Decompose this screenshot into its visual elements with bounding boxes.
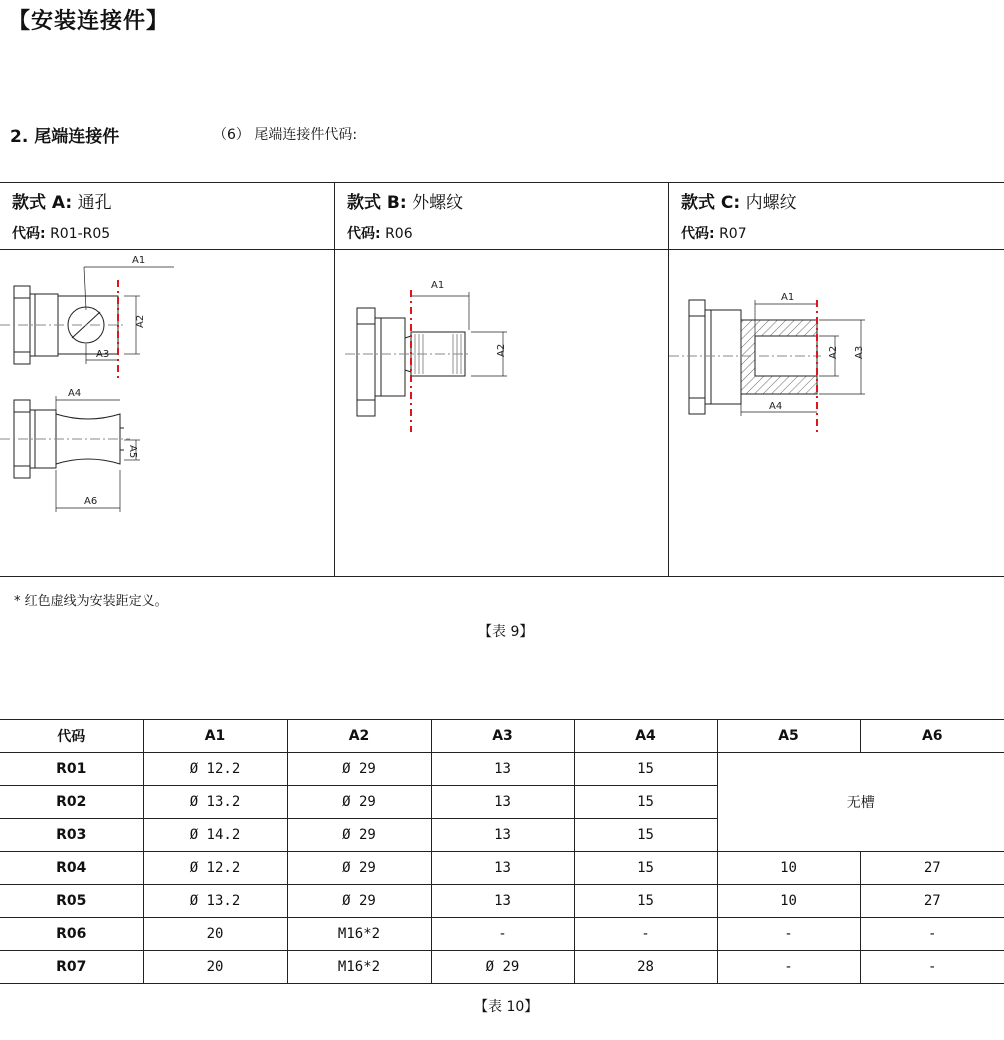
table-cell: 20	[143, 918, 287, 951]
table-10-caption: 【表 10】	[474, 999, 539, 1015]
figure-header	[0, 183, 334, 250]
code-value: R01-R05	[50, 226, 111, 242]
figure-header	[669, 183, 1004, 250]
figure-style-b	[334, 183, 669, 576]
drawing-style-b	[335, 250, 668, 575]
dim-label: A2	[828, 345, 839, 359]
column-header: A3	[431, 720, 574, 753]
figure-table	[0, 182, 1004, 577]
table-cell: 13	[431, 819, 574, 852]
dim-label: A2	[496, 343, 507, 357]
table-cell: Ø 29	[287, 885, 431, 918]
dim-label: A3	[854, 345, 865, 359]
table-cell: Ø 14.2	[143, 819, 287, 852]
table-cell: R02	[0, 786, 143, 819]
table-cell: 10	[717, 852, 860, 885]
figure-style-c	[668, 183, 1004, 576]
table-cell: R03	[0, 819, 143, 852]
table-cell: R04	[0, 852, 143, 885]
table-cell: Ø 29	[287, 786, 431, 819]
dim-label: A2	[135, 314, 146, 328]
table-cell: 10	[717, 885, 860, 918]
section-title: 2. 尾端连接件	[10, 127, 120, 147]
dim-label: A6	[84, 496, 98, 507]
code-value: R06	[385, 226, 413, 242]
page-title: 【安装连接件】	[8, 9, 170, 34]
table-cell: 15	[574, 885, 717, 918]
table-cell: Ø 13.2	[143, 885, 287, 918]
table-row	[0, 951, 1004, 984]
table-header-row	[0, 720, 1004, 753]
column-header: A5	[717, 720, 860, 753]
table-cell: 13	[431, 786, 574, 819]
table-row	[0, 918, 1004, 951]
style-name: 外螺纹	[412, 193, 464, 213]
column-header: A4	[574, 720, 717, 753]
code-prefix: 代码:	[347, 226, 381, 242]
style-prefix: 款式 C:	[681, 193, 741, 213]
table-cell: 15	[574, 753, 717, 786]
dim-label: A4	[68, 388, 82, 399]
drawing-style-c	[669, 250, 1004, 575]
dim-label: A1	[132, 255, 146, 266]
dim-label: A5	[127, 445, 138, 459]
style-name: 内螺纹	[745, 193, 797, 213]
table-row	[0, 753, 1004, 786]
figure-header	[335, 183, 669, 250]
table-9-caption: 【表 9】	[478, 624, 534, 640]
table-cell: Ø 13.2	[143, 786, 287, 819]
table-cell: R07	[0, 951, 143, 984]
table-cell: -	[860, 951, 1004, 984]
table-cell: 15	[574, 786, 717, 819]
column-header: A6	[860, 720, 1004, 753]
table-cell: -	[860, 918, 1004, 951]
table-cell: Ø 29	[287, 753, 431, 786]
column-header: A1	[143, 720, 287, 753]
table-cell: -	[717, 918, 860, 951]
table-cell: -	[717, 951, 860, 984]
drawing-style-a	[0, 250, 334, 575]
table-cell: 20	[143, 951, 287, 984]
note: * 红色虚线为安装距定义。	[14, 594, 168, 609]
table-cell: -	[574, 918, 717, 951]
table-cell: 27	[860, 885, 1004, 918]
no-groove-cell: 无槽	[717, 753, 1004, 852]
dim-label: A3	[96, 349, 110, 360]
table-cell: 15	[574, 852, 717, 885]
table-cell: -	[431, 918, 574, 951]
table-cell: R01	[0, 753, 143, 786]
table-cell: M16*2	[287, 951, 431, 984]
table-row	[0, 852, 1004, 885]
data-table	[0, 719, 1004, 984]
table-cell: M16*2	[287, 918, 431, 951]
figure-style-a	[0, 183, 334, 576]
table-cell: 13	[431, 885, 574, 918]
table-cell: Ø 29	[287, 819, 431, 852]
section-subtitle: （6） 尾端连接件代码:	[213, 127, 358, 143]
style-prefix: 款式 B:	[347, 193, 407, 213]
dim-label: A4	[769, 401, 783, 412]
dim-label: A1	[431, 280, 445, 291]
table-cell: 13	[431, 753, 574, 786]
table-cell: 13	[431, 852, 574, 885]
table-cell: Ø 29	[431, 951, 574, 984]
table-cell: 27	[860, 852, 1004, 885]
table-cell: R06	[0, 918, 143, 951]
table-cell: 15	[574, 819, 717, 852]
table-cell: 28	[574, 951, 717, 984]
style-prefix: 款式 A:	[12, 193, 73, 213]
table-row	[0, 885, 1004, 918]
table-cell: Ø 12.2	[143, 852, 287, 885]
style-name: 通孔	[77, 193, 112, 213]
code-value: R07	[719, 226, 747, 242]
code-prefix: 代码:	[681, 226, 715, 242]
code-prefix: 代码:	[12, 226, 46, 242]
column-header: A2	[287, 720, 431, 753]
table-cell: Ø 12.2	[143, 753, 287, 786]
column-header: 代码	[0, 720, 143, 753]
dim-label: A1	[781, 292, 795, 303]
table-cell: Ø 29	[287, 852, 431, 885]
table-cell: R05	[0, 885, 143, 918]
